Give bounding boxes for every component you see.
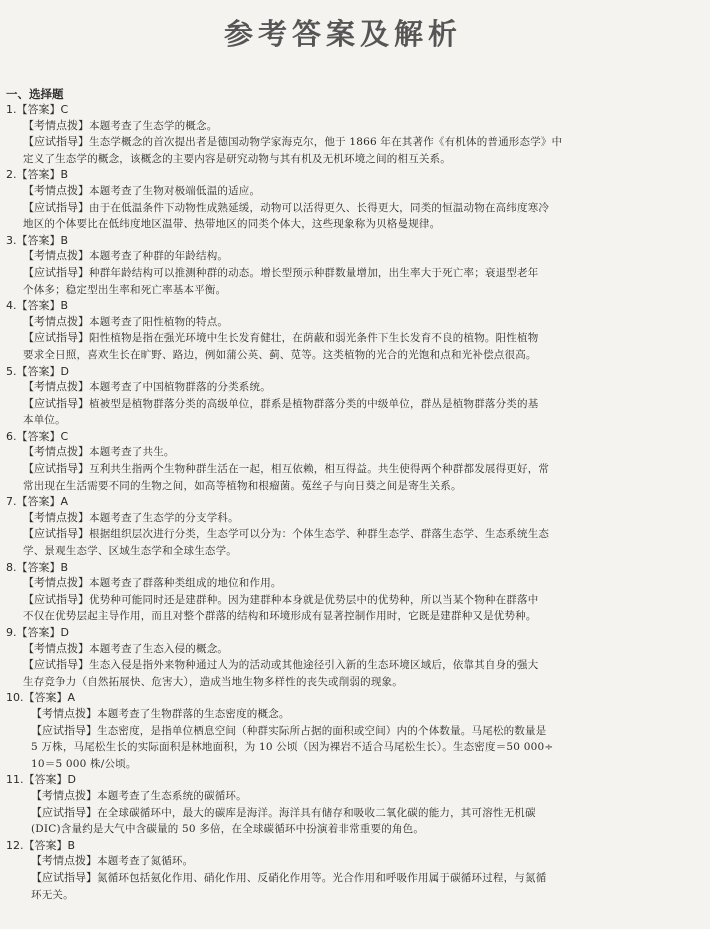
guide-label: 【应试指导】 [23,396,89,410]
answer-line [6,690,680,706]
point-text: 本题考查了生态系统的碳循环。 [97,789,247,802]
guide-text: 生态密度，是指单位栖息空间（种群实际所占据的面积或空间）内的个体数量。马尾松的数量是 [97,724,547,737]
guide-continuation [6,608,680,625]
guide-label: 【应试指导】 [23,592,89,606]
guide-text: 要求全日照，喜欢生长在旷野、路边，例如蒲公英、蓟、苋等。这类植物的光合的光饱和点和光补偿点很高。 [23,348,537,361]
guide-label: 【应试指导】 [23,200,89,214]
point-label: 【考情点拨】 [31,788,97,802]
answer-line [6,560,680,576]
point-label: 【考情点拨】 [31,854,97,868]
page-title: 参考答案及解析 [223,17,462,51]
guide-label: 【应试指导】 [23,331,89,345]
point-line [6,314,680,331]
guide-continuation [6,216,680,233]
guide-continuation [6,478,680,495]
answer-value: 【答案】B [16,299,69,313]
question-number: 10. [6,691,24,705]
point-text: 本题考查了生态学的分支学科。 [89,511,239,524]
answer-value: 【答案】C [16,429,69,443]
question-number: 5. [6,364,17,378]
question-item [6,772,680,837]
guide-text: 互利共生指两个生物种群生活在一起，相互依赖，相互得益。共生使得两个种群都发展得更好，常 [89,463,550,476]
point-line [6,118,680,135]
question-item [6,560,680,625]
guide-text: 根据组织层次进行分类，生态学可以分为：个体生态学、种群生态学、群落生态学、生态系统生态 [89,528,550,541]
point-line [6,183,680,200]
guide-label: 【应试指导】 [23,135,89,149]
guide-line [6,657,680,674]
answer-line [6,625,680,641]
question-item [6,102,680,167]
guide-continuation [6,674,680,691]
point-line [6,379,680,396]
answer-line [6,233,680,249]
answer-line [6,494,680,510]
question-item [6,233,680,298]
guide-label: 【应试指导】 [31,723,97,737]
guide-continuation [6,543,680,560]
point-text: 本题考查了生物群落的生态密度的概念。 [97,707,290,720]
guide-continuation [6,151,680,168]
answer-value: 【答案】B [23,838,76,852]
guide-text: 阳性植物是指在强光环境中生长发育健壮，在荫蔽和弱光条件下生长发育不良的植物。阳性植物 [89,332,539,345]
point-line [6,510,680,527]
answer-line [6,298,680,314]
guide-text: (DIC)含量约是大气中含碳量的 50 多倍，在全球碳循环中扮演着非常重要的角色。 [31,823,425,836]
guide-line [6,134,680,151]
question-item [6,167,680,232]
point-text: 本题考查了生物对极端低温的适应。 [89,184,261,197]
guide-text: 学、景观生态学、区域生态学和全球生态学。 [23,545,237,558]
guide-text: 本单位。 [23,414,66,427]
answer-value: 【答案】B [16,168,69,182]
guide-line [6,805,680,822]
question-number: 2. [6,168,17,182]
point-line [6,706,680,723]
point-line [6,641,680,658]
answer-value: 【答案】D [16,364,69,378]
guide-text: 不仅在优势层起主导作用，而且对整个群落的结构和环境形成有显著控制作用时，它既是建群种又是优势种。 [23,610,537,623]
point-line [6,788,680,805]
question-item [6,838,680,903]
point-text: 本题考查了生态入侵的概念。 [89,642,229,655]
guide-line [6,265,680,282]
question-number: 11. [6,773,24,787]
question-number: 9. [6,626,17,639]
point-text: 本题考查了生态学的概念。 [89,119,218,132]
point-text: 本题考查了种群的年龄结构。 [89,250,229,263]
point-line [6,444,680,461]
guide-continuation [6,756,680,773]
guide-label: 【应试指导】 [31,805,97,819]
guide-continuation [6,821,680,838]
guide-label: 【应试指导】 [23,265,89,279]
answer-value: 【答案】C [16,103,69,116]
guide-line [6,396,680,413]
guide-line [6,330,680,347]
point-label: 【考情点拨】 [23,510,89,524]
question-item [6,494,680,559]
point-label: 【考情点拨】 [23,380,89,394]
guide-continuation [6,739,680,756]
answer-line [6,167,680,183]
guide-text: 个体多；稳定型出生率和死亡率基本平衡。 [23,283,227,296]
point-label: 【考情点拨】 [23,118,89,132]
answer-line [6,364,680,380]
guide-text: 优势种可能同时还是建群种。因为建群种本身就是优势层中的优势种，所以当某个物种在群落中 [89,593,539,606]
guide-text: 植被型是植物群落分类的高级单位，群系是植物群落分类的中级单位，群丛是植物群落分类的基 [89,397,539,410]
section-heading: 一、选择题 [6,87,64,101]
point-text: 本题考查了共生。 [89,446,175,459]
question-number: 3. [6,233,17,247]
question-item [6,298,680,363]
point-line [6,248,680,265]
answer-line [6,429,680,445]
guide-line [6,200,680,217]
question-number: 1. [6,103,17,116]
guide-label: 【应试指导】 [31,870,97,884]
guide-text: 氮循环包括氨化作用、硝化作用、反硝化作用等。光合作用和呼吸作用属于碳循环过程，与氮循 [97,871,547,884]
question-number: 7. [6,495,17,509]
point-label: 【考情点拨】 [23,183,89,197]
guide-label: 【应试指导】 [23,462,89,476]
guide-text: 地区的个体要比在低纬度地区温带、热带地区的同类个体大，这些现象称为贝格曼规律。 [23,218,441,231]
answer-value: 【答案】D [23,773,76,787]
answer-value: 【答案】B [16,560,69,574]
answer-line [6,102,680,118]
guide-line [6,526,680,543]
guide-line [6,592,680,609]
point-text: 本题考查了群落种类组成的地位和作用。 [89,577,282,590]
answer-value: 【答案】A [23,691,76,705]
point-label: 【考情点拨】 [23,641,89,655]
point-line [6,853,680,870]
guide-continuation [6,347,680,364]
guide-line [6,870,680,887]
guide-text: 10＝5 000 株/公顷。 [31,757,137,770]
point-label: 【考情点拨】 [23,445,89,459]
question-item [6,625,680,690]
point-label: 【考情点拨】 [23,314,89,328]
guide-text: 5 万株，马尾松生长的实际面积是林地面积，为 10 公顷（因为裸岩不适合马尾松生长）。生态密度＝50 000÷ [31,741,554,754]
guide-text: 种群年龄结构可以推测种群的动态。增长型预示种群数量增加，出生率大于死亡率；衰退型老年 [89,266,539,279]
guide-text: 由于在低温条件下动物性成熟延缓，动物可以活得更久、长得更大，同类的恒温动物在高纬度寒冷 [89,201,550,214]
answer-line [6,838,680,854]
question-number: 4. [6,299,17,313]
guide-text: 生存竞争力（自然拓展快、危害大），造成当地生物多样性的丧失或削弱的现象。 [23,675,403,688]
answer-value: 【答案】D [16,626,69,639]
guide-continuation [6,282,680,299]
question-number: 6. [6,429,17,443]
point-text: 本题考查了氮循环。 [97,855,194,868]
guide-continuation [6,412,680,429]
answer-value: 【答案】A [16,495,69,509]
question-number: 12. [6,838,24,852]
question-number: 8. [6,560,17,574]
answer-line [6,772,680,788]
guide-line [6,461,680,478]
guide-line [6,723,680,740]
question-item [6,364,680,429]
guide-text: 常出现在生活需要不同的生物之间，如高等植物和根瘤菌。菟丝子与向日葵之间是寄生关系。 [23,479,462,492]
point-text: 本题考查了中国植物群落的分类系统。 [89,381,271,394]
point-label: 【考情点拨】 [31,706,97,720]
guide-text: 生态入侵是指外来物种通过人为的活动或其他途径引入新的生态环境区域后，依靠其自身的强大 [89,659,539,672]
question-item [6,429,680,494]
guide-text: 环无关。 [31,888,74,901]
point-text: 本题考查了阳性植物的特点。 [89,315,229,328]
point-label: 【考情点拨】 [23,249,89,263]
question-list [6,102,680,903]
guide-label: 【应试指导】 [23,658,89,672]
answer-value: 【答案】B [16,233,69,247]
point-label: 【考情点拨】 [23,576,89,590]
guide-text: 定义了生态学的概念，该概念的主要内容是研究动物与其有机及无机环境之间的相互关系。 [23,152,451,165]
question-item [6,690,680,772]
guide-label: 【应试指导】 [23,527,89,541]
guide-text: 生态学概念的首次提出者是德国动物学家海克尔，他于 1866 年在其著作《有机体的普通形态学》中 [89,136,563,149]
guide-continuation [6,887,680,904]
point-line [6,575,680,592]
guide-text: 在全球碳循环中，最大的碳库是海洋。海洋具有储存和吸收二氧化碳的能力，其可溶性无机碳 [97,806,536,819]
